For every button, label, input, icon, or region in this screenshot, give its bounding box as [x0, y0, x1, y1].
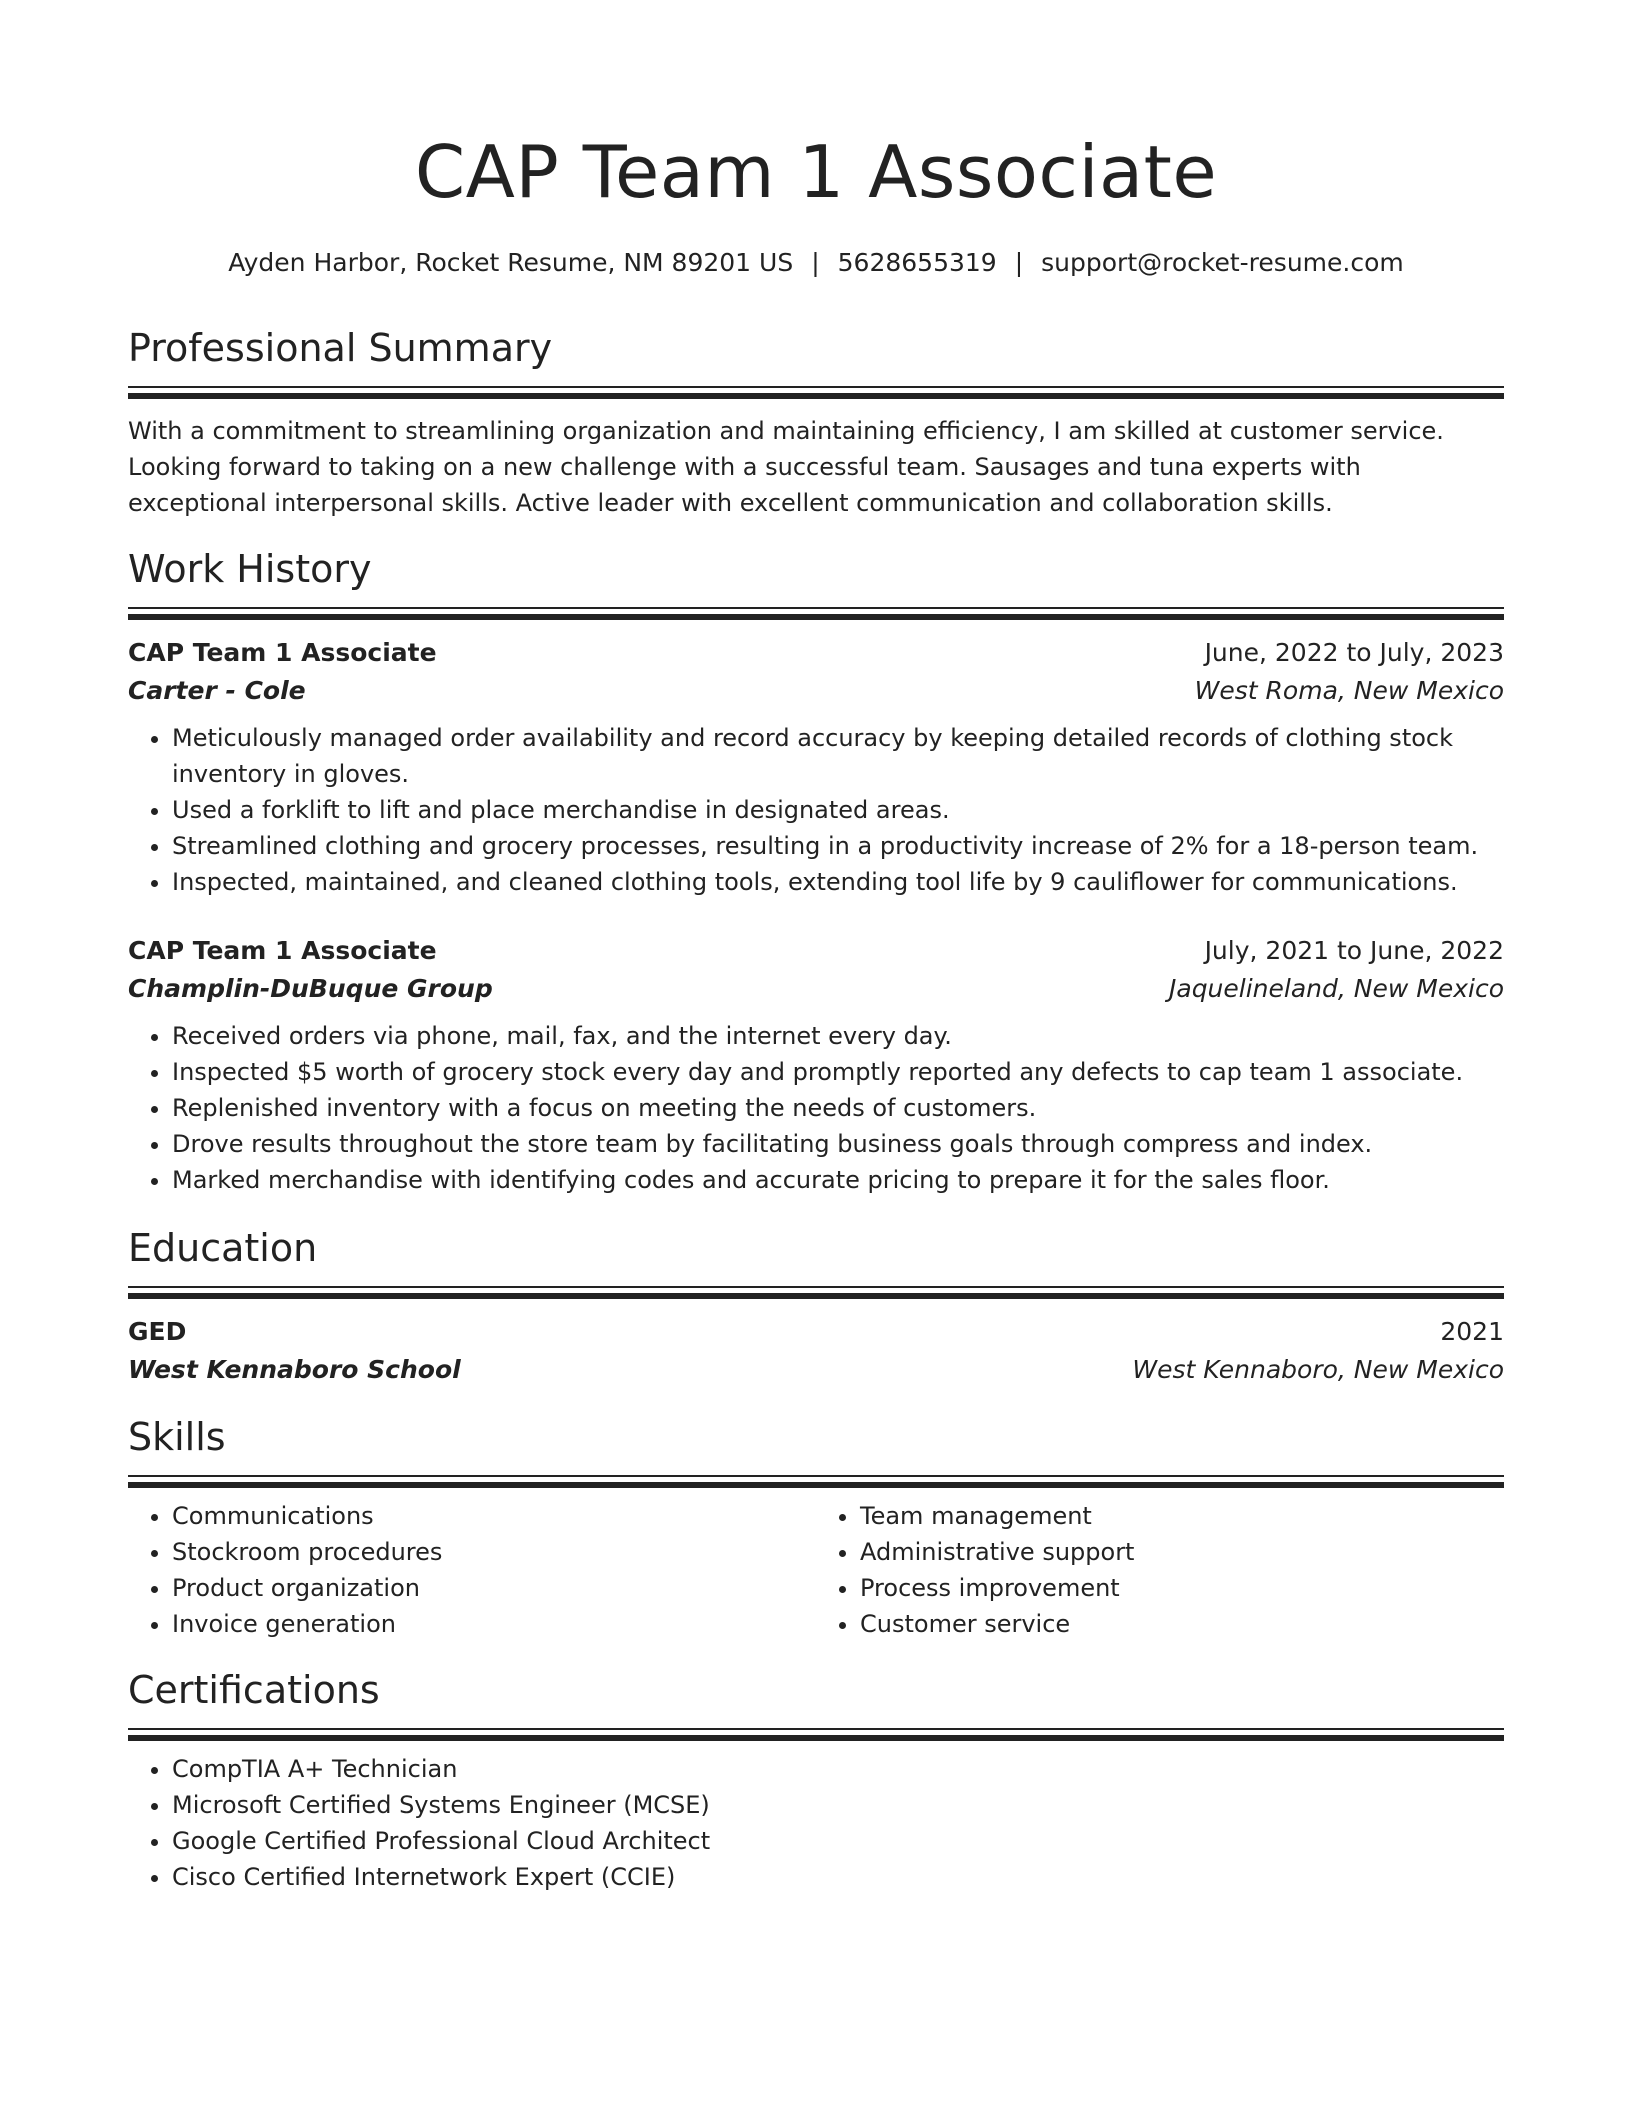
education-school: West Kennaboro School: [128, 1355, 461, 1384]
section-divider: [128, 1728, 1504, 1741]
contact-separator: |: [811, 248, 820, 277]
job-company: Champlin-DuBuque Group: [128, 974, 493, 1003]
job-dates: June, 2022 to July, 2023: [1204, 638, 1504, 667]
summary-text: With a commitment to streamlining organization and maintaining efficiency, I am skilled at customer service. Looking forward to taking on a new challenge with a successful team. Sausages and tuna experts with exceptional interpersonal skills. Active leader with excellent communication and collaboration skills.: [128, 417, 1444, 517]
certifications-list: [128, 1751, 1504, 1895]
education-header-row: [128, 1313, 1504, 1351]
list-item: • Received orders via phone, mail, fax, and the internet every day.: [172, 1018, 1504, 1054]
contact-address: Ayden Harbor, Rocket Resume, NM 89201 US: [228, 248, 794, 277]
skill-item: • Administrative support: [860, 1534, 1504, 1570]
education-location: West Kennaboro, New Mexico: [1132, 1355, 1504, 1384]
job-location: Jaquelineland, New Mexico: [1169, 974, 1504, 1003]
skills-columns: [128, 1498, 1504, 1642]
skill-item: • Stockroom procedures: [172, 1534, 816, 1570]
certification-item: • Google Certified Professional Cloud Architect: [172, 1823, 1504, 1859]
list-item: • Streamlined clothing and grocery processes, resulting in a productivity increase of 2% for a 18-person team.: [172, 828, 1504, 864]
job-entry: [128, 932, 1504, 1198]
job-header-row: [128, 932, 1504, 970]
job-location: West Roma, New Mexico: [1194, 676, 1504, 705]
education-heading: Education: [128, 1226, 318, 1270]
section-divider: [128, 386, 1504, 399]
job-company-row: [128, 970, 1504, 1008]
work-history-heading: Work History: [128, 547, 372, 591]
education-entry: [128, 1313, 1504, 1389]
certification-item: • CompTIA A+ Technician: [172, 1751, 1504, 1787]
section-divider: [128, 1475, 1504, 1488]
job-title: CAP Team 1 Associate: [128, 936, 437, 965]
section-divider: [128, 607, 1504, 620]
job-bullets: [128, 720, 1504, 900]
skill-item: • Customer service: [860, 1606, 1504, 1642]
summary-section: [128, 322, 1504, 521]
summary-heading: Professional Summary: [128, 326, 553, 370]
job-bullets: [128, 1018, 1504, 1198]
section-divider: [128, 1286, 1504, 1299]
skills-heading: Skills: [128, 1415, 226, 1459]
resume-title: CAP Team 1 Associate: [414, 130, 1218, 214]
education-degree: GED: [128, 1317, 187, 1346]
list-item: • Marked merchandise with identifying codes and accurate pricing to prepare it for the sales floor.: [172, 1162, 1504, 1198]
education-section: [128, 1222, 1504, 1389]
list-item: • Inspected $5 worth of grocery stock every day and promptly reported any defects to cap team 1 associate.: [172, 1054, 1504, 1090]
skill-item: • Process improvement: [860, 1570, 1504, 1606]
work-history-section: [128, 543, 1504, 1198]
contact-separator: |: [1014, 248, 1024, 277]
job-dates: July, 2021 to June, 2022: [1204, 936, 1504, 965]
list-item: • Meticulously managed order availability and record accuracy by keeping detailed records of clothing stock inventory in gloves.: [172, 720, 1504, 792]
job-header-row: [128, 634, 1504, 672]
certification-item: • Microsoft Certified Systems Engineer (MCSE): [172, 1787, 1504, 1823]
skill-item: • Product organization: [172, 1570, 816, 1606]
certifications-heading: Certifications: [128, 1668, 380, 1712]
list-item: • Inspected, maintained, and cleaned clothing tools, extending tool life by 9 cauliflower for communications.: [172, 864, 1504, 900]
skills-section: [128, 1411, 1504, 1642]
skills-list-left: [128, 1498, 816, 1642]
job-company: Carter - Cole: [128, 676, 306, 705]
job-company-row: [128, 672, 1504, 710]
contact-line: [128, 246, 1504, 280]
skill-item: • Invoice generation: [172, 1606, 816, 1642]
contact-email: support@rocket-resume.com: [1041, 248, 1404, 277]
skills-list-right: [816, 1498, 1504, 1642]
contact-phone: 5628655319: [837, 248, 997, 277]
list-item: • Used a forklift to lift and place merchandise in designated areas.: [172, 792, 1504, 828]
education-year: 2021: [1440, 1317, 1504, 1346]
certification-item: • Cisco Certified Internetwork Expert (CCIE): [172, 1859, 1504, 1895]
skill-item: • Team management: [860, 1498, 1504, 1534]
list-item: • Replenished inventory with a focus on meeting the needs of customers.: [172, 1090, 1504, 1126]
skill-item: • Communications: [172, 1498, 816, 1534]
job-title: CAP Team 1 Associate: [128, 638, 437, 667]
job-entry: [128, 634, 1504, 900]
list-item: • Drove results throughout the store team by facilitating business goals through compress and index.: [172, 1126, 1504, 1162]
certifications-section: [128, 1664, 1504, 1895]
education-school-row: [128, 1351, 1504, 1389]
